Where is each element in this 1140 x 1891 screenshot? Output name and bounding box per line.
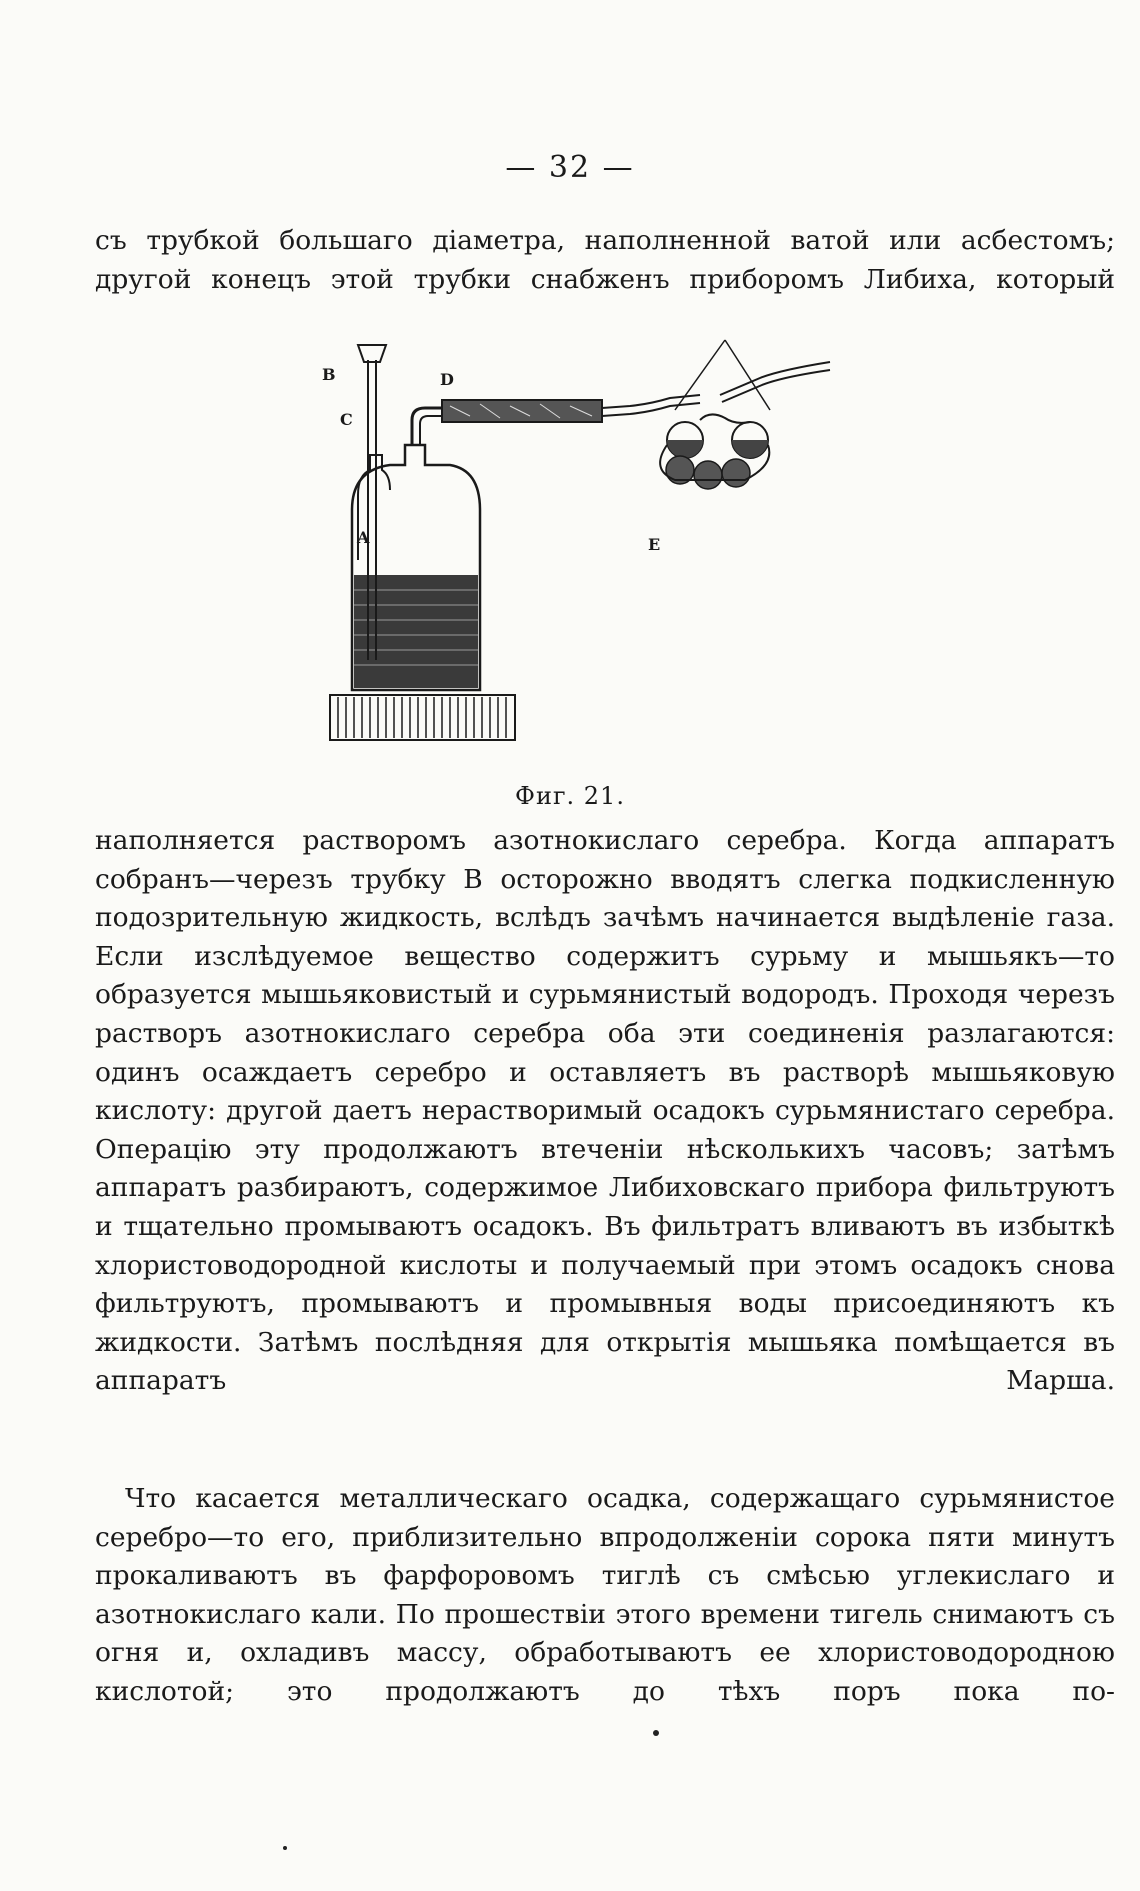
print-speck — [283, 1846, 287, 1850]
label-b: B — [322, 365, 336, 384]
label-c: C — [340, 410, 353, 429]
paragraph-main: наполняется растворомъ азотнокислаго серебра. Когда аппаратъ собранъ—черезъ трубку В осторожно вводятъ слегка подкисленную подозрительную жидкость, вслѣдъ зачѣмъ начинается выдѣленіе газа. Если изслѣдуемое вещество содержитъ сурьму и мышьякъ—то образуется мышьяковистый и сурьмянистый водородъ. Проходя черезъ растворъ азотнокислаго серебра оба эти соединенія разлагаются: одинъ осаждаетъ серебро и оставляетъ въ растворѣ мышьяковую кислоту: другой даетъ нерастворимый осадокъ сурьмянистаго серебра. Операцію эту продолжаютъ втеченіи нѣсколькихъ часовъ; затѣмъ аппаратъ разбираютъ, содержимое Либиховскаго прибора фильтруютъ и тщательно промываютъ осадокъ. Въ фильтратъ вливаютъ въ избыткѣ хлористоводородной кислоты и получаемый при этомъ осадокъ снова фильтруютъ, промываютъ и промывныя воды присоединяютъ къ жидкости. Затѣмъ послѣдняя для открытія мышьяка помѣщается въ аппаратъ Марша. — [95, 825, 1115, 1397]
paragraph-intro: съ трубкой большаго діаметра, наполненной ватой или асбестомъ; другой конецъ этой трубки снабженъ приборомъ Либиха, который — [95, 225, 1115, 295]
label-d: D — [440, 370, 454, 389]
figure-caption: Фиг. 21. — [515, 782, 625, 810]
apparatus-illustration — [322, 340, 920, 760]
paragraph-second: Что касается металлическаго осадка, содержащаго сурьмянистое серебро—то его, приблизительно впродолженіи сорока пяти минутъ прокаливаютъ въ фарфоровомъ тиглѣ съ смѣсью углекислаго и азотнокислаго кали. По прошествіи этого времени тигель снимаютъ съ огня и, охладивъ массу, обработываютъ ее хлористоводородною кислотой; это продолжаютъ до тѣхъ поръ пока по- — [95, 1483, 1115, 1707]
figure-apparatus — [322, 340, 920, 760]
page-number: — 32 — — [505, 150, 635, 185]
label-a: A — [357, 528, 370, 547]
print-speck — [653, 1730, 659, 1736]
label-e: E — [648, 535, 661, 554]
